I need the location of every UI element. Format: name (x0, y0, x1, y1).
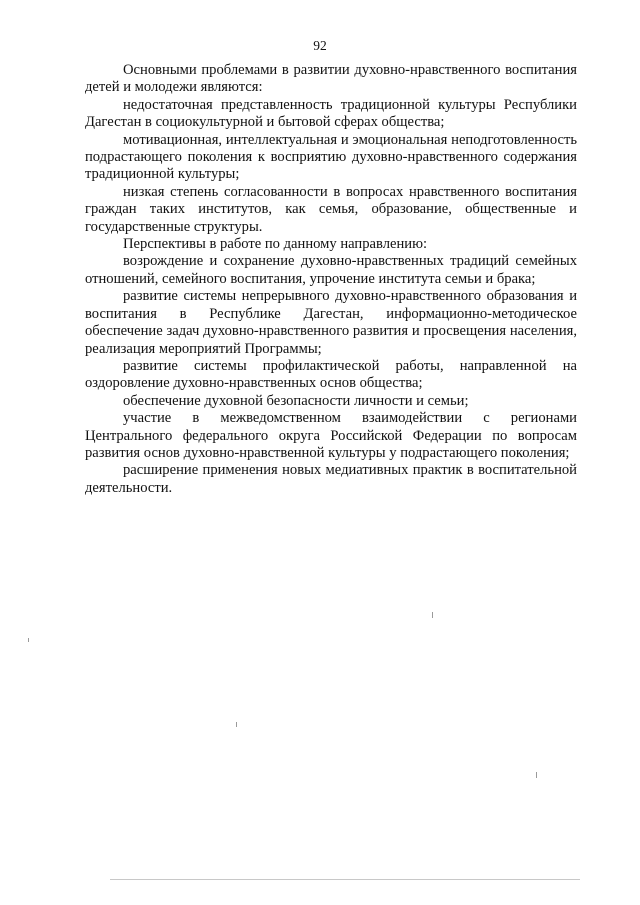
scan-mark (536, 772, 537, 778)
paragraph-prospect-6: расширение применения новых медиативных практик в воспитательной деятельности. (85, 462, 577, 496)
scan-mark (236, 722, 237, 727)
paragraph-problems-intro: Основными проблемами в развитии духовно-нравственного воспитания детей и молодежи являются: (85, 62, 577, 96)
scan-mark (28, 638, 29, 642)
page-number: 92 (313, 38, 327, 53)
paragraph-problem-1: недостаточная представленность традиционной культуры Республики Дагестан в социокультурной и бытовой сферах общества; (85, 96, 577, 131)
paragraph-prospect-3: развитие системы профилактической работы, направленной на оздоровление духовно-нравственных основ общества; (85, 357, 577, 392)
scan-mark (432, 612, 433, 618)
paragraph-prospects-intro: Перспективы в работе по данному направлению: (123, 236, 428, 253)
paragraph-prospect-5: участие в межведомственном взаимодействии с регионами Центрального федерального округа Российской Федерации по вопросам развития основ духовно-нравственной культуры у подрастающего поколения; (85, 410, 577, 461)
paragraph-prospect-4: обеспечение духовной безопасности личности и семьи; (123, 392, 469, 409)
paragraph-problem-3: низкая степень согласованности в вопросах нравственного воспитания граждан таких институтов, как семья, образование, общественные и государственные структуры. (85, 183, 577, 235)
paragraph-problem-2: мотивационная, интеллектуальная и эмоциональная неподготовленность подрастающего поколения к восприятию духовно-нравственного содержания традиционной культуры; (85, 131, 577, 183)
paragraph-prospect-1: возрождение и сохранение духовно-нравственных традиций семейных отношений, семейного воспитания, упрочение института семьи и брака; (85, 253, 577, 287)
scan-mark (110, 879, 580, 880)
paragraph-prospect-2: развитие системы непрерывного духовно-нравственного образования и воспитания в Республике Дагестан, информационно-методическое обеспечение задач духовно-нравственного развития и просвещения населения, реализация мероприятий Программы; (85, 288, 577, 357)
document-body (85, 62, 577, 497)
